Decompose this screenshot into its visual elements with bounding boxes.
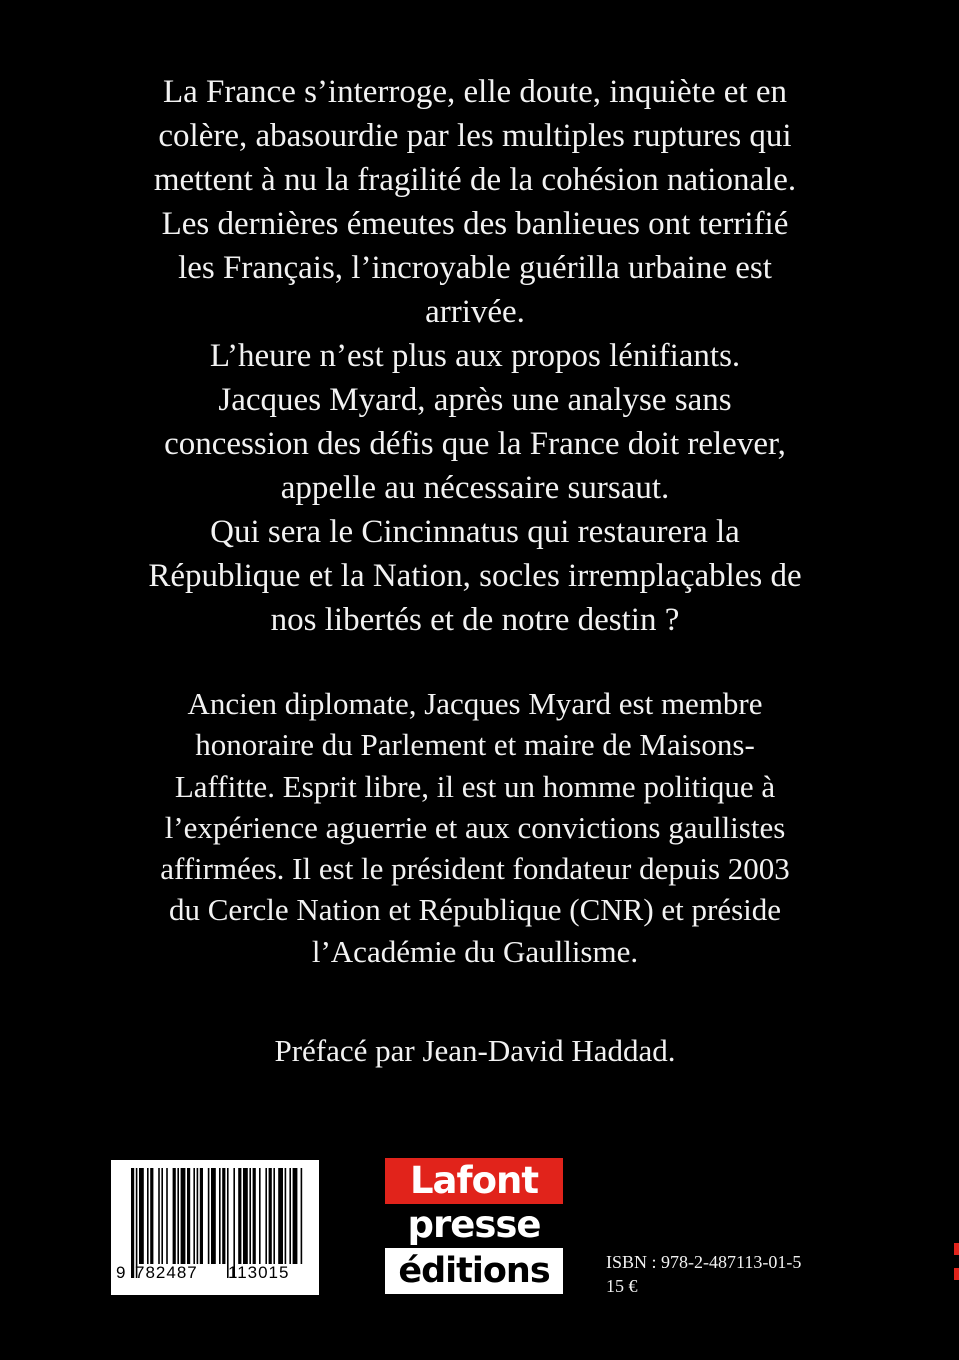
barcode-bar (187, 1168, 190, 1264)
isbn-barcode (111, 1160, 319, 1295)
summary-line: concession des défis que la France doit relever, (164, 426, 786, 462)
isbn-block (606, 1250, 801, 1298)
barcode-bar (289, 1168, 291, 1264)
barcode-bar (219, 1168, 221, 1264)
barcode-bar (158, 1168, 160, 1264)
summary-line: mettent à nu la fragilité de la cohésion nationale. (153, 162, 797, 198)
barcode-bar (136, 1168, 138, 1278)
barcode-bar (227, 1168, 229, 1278)
barcode-bar (166, 1168, 168, 1264)
barcode-bar (139, 1168, 144, 1264)
summary-line: les Français, l’incroyable guérilla urbaine est (178, 250, 772, 286)
preface-credit: Préfacé par Jean-David Haddad. (274, 1033, 676, 1068)
barcode-bar (259, 1168, 261, 1264)
summary-line: arrivée. (425, 294, 525, 330)
barcode-bar (233, 1168, 235, 1278)
bio-line: du Cercle Nation et République (CNR) et préside (168, 892, 782, 928)
bio-line: l’expérience aguerrie et aux convictions gaullistes (164, 809, 786, 845)
bio-line: l’Académie du Gaullisme. (311, 933, 639, 969)
barcode-bar (177, 1168, 179, 1264)
isbn-number: ISBN : 978-2-487113-01-5 (606, 1252, 802, 1272)
barcode-bar (253, 1168, 256, 1264)
logo-line-lafont: Lafont (385, 1158, 563, 1204)
summary-line: Les dernières émeutes des banlieues ont terrifié (161, 206, 789, 242)
logo-line-presse: presse (385, 1204, 563, 1248)
barcode-digit-right: 113015 (228, 1263, 290, 1282)
barcode-bar (181, 1168, 186, 1264)
author-bio (95, 683, 855, 972)
barcode-bar (200, 1168, 203, 1264)
summary-line: colère, abasourdie par les multiples ruptures qui (158, 118, 792, 154)
trim-mark (954, 1243, 959, 1255)
bio-line: honoraire du Parlement et maire de Maisons- (195, 727, 755, 763)
summary-text (95, 70, 855, 642)
barcode-bar (150, 1168, 153, 1264)
summary-line: L’heure n’est plus aux propos lénifiants. (209, 338, 741, 374)
summary-line: appelle au nécessaire sursaut. (280, 470, 670, 506)
barcode-bar (273, 1168, 275, 1264)
barcode-bar (301, 1168, 303, 1264)
bio-line: Laffitte. Esprit libre, il est un homme politique à (174, 768, 776, 804)
barcode-bar (222, 1168, 225, 1264)
barcode-bar (193, 1168, 195, 1264)
publisher-logo (385, 1158, 563, 1294)
barcode-bar (161, 1168, 163, 1264)
bio-line: Ancien diplomate, Jacques Myard est membre (187, 686, 763, 721)
summary-line: Jacques Myard, après une analyse sans (218, 382, 732, 418)
summary-line: République et la Nation, socles irremplaçables de (148, 558, 802, 594)
logo-line-editions: éditions (385, 1248, 563, 1294)
barcode-bar (293, 1168, 298, 1264)
barcode-bar (249, 1168, 251, 1264)
barcode-bar (173, 1168, 176, 1264)
barcode-bar (208, 1168, 210, 1264)
barcode-bar (278, 1168, 283, 1264)
barcode-bar (243, 1168, 248, 1264)
barcode-bar (269, 1168, 272, 1264)
barcode-bar (211, 1168, 216, 1264)
summary-line: La France s’interroge, elle doute, inquiète et en (163, 74, 787, 110)
barcode-digits (111, 1263, 319, 1289)
summary-line: Qui sera le Cincinnatus qui restaurera la (210, 514, 740, 550)
bio-line: affirmées. Il est le président fondateur depuis 2003 (160, 851, 790, 887)
barcode-bar (197, 1168, 199, 1264)
barcode-bar (131, 1168, 134, 1278)
summary-line: nos libertés et de notre destin ? (270, 602, 680, 638)
barcode-bar (265, 1168, 267, 1264)
barcode-digit-lead: 9 (116, 1263, 126, 1282)
barcode-bar (285, 1168, 287, 1264)
barcode-digit-left: 782487 (135, 1263, 198, 1282)
trim-mark (954, 1268, 959, 1280)
barcode-bar (238, 1168, 241, 1264)
price: 15 € (606, 1276, 638, 1296)
barcode-bar (147, 1168, 149, 1264)
